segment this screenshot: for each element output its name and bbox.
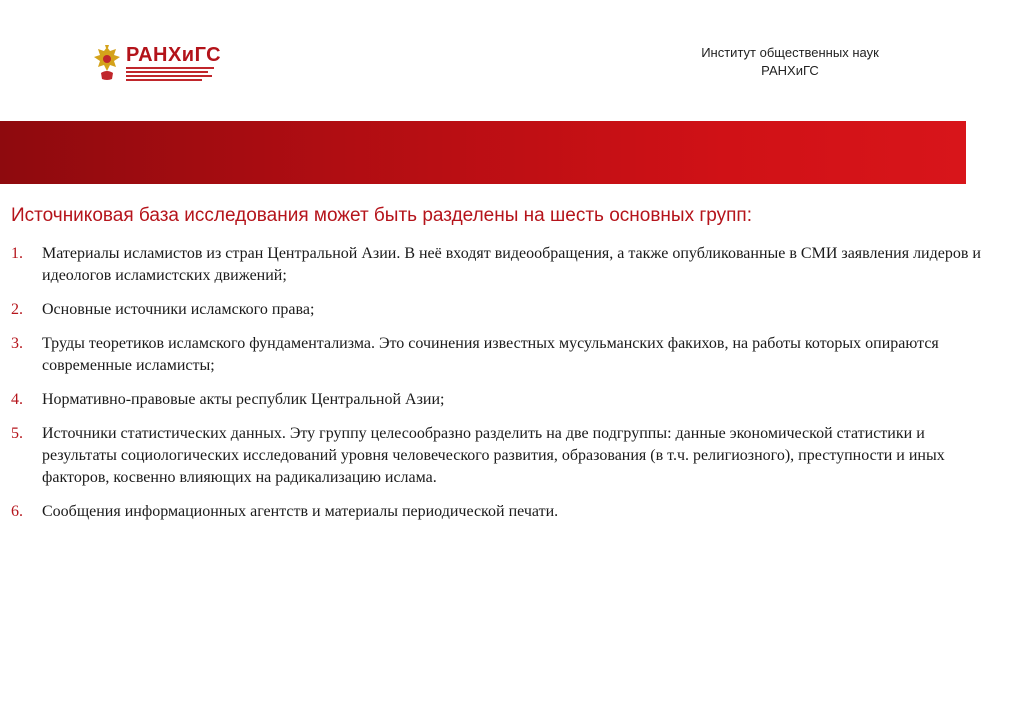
eagle-emblem-icon bbox=[92, 43, 122, 83]
list-item-number: 4. bbox=[11, 391, 23, 408]
logo-title: РАНХиГС bbox=[126, 44, 222, 66]
list-item bbox=[11, 243, 1001, 287]
list-item-text: Труды теоретиков исламского фундаментализма. Это сочинения известных мусульманских факихов, на работы которых опираются современные исламисты; bbox=[42, 335, 939, 374]
list-item bbox=[11, 333, 1001, 377]
list-item-number: 1. bbox=[11, 245, 23, 262]
slide-heading: Источниковая база исследования может быть разделены на шесть основных групп: bbox=[11, 205, 752, 226]
list-item-number: 3. bbox=[11, 335, 23, 352]
red-header-band bbox=[0, 121, 966, 184]
list-item-text: Источники статистических данных. Эту группу целесообразно разделить на две подгруппы: данные экономической статистики и результаты социологических исследований уровня человеческого развития, образования (в т.ч. религиозного), преступности и иных факторов, косвенно влияющих на радикализацию ислама. bbox=[42, 425, 945, 486]
list-item-number: 2. bbox=[11, 301, 23, 318]
list-item-number: 6. bbox=[11, 503, 23, 520]
list-item-text: Сообщения информационных агентств и материалы периодической печати. bbox=[42, 503, 559, 520]
list-item-text: Нормативно-правовые акты республик Центральной Азии; bbox=[42, 391, 445, 408]
institute-header bbox=[680, 44, 900, 80]
list-item bbox=[11, 299, 1001, 321]
ranepa-logo bbox=[92, 42, 222, 84]
list-item-text: Материалы исламистов из стран Центральной Азии. В неё входят видеообращения, а также опубликованные в СМИ заявления лидеров и идеологов исламистских движений; bbox=[42, 245, 981, 284]
logo-text-block bbox=[126, 45, 221, 81]
institute-name: Институт общественных наук bbox=[701, 45, 879, 60]
list-item bbox=[11, 389, 1001, 411]
list-item bbox=[11, 501, 1001, 523]
list-item-number: 5. bbox=[11, 425, 23, 442]
list-item bbox=[11, 423, 1001, 489]
source-groups-list bbox=[11, 243, 1001, 535]
logo-tagline-lines bbox=[126, 67, 221, 81]
institute-abbreviation: РАНХиГС bbox=[761, 63, 819, 78]
list-item-text: Основные источники исламского права; bbox=[42, 301, 315, 318]
